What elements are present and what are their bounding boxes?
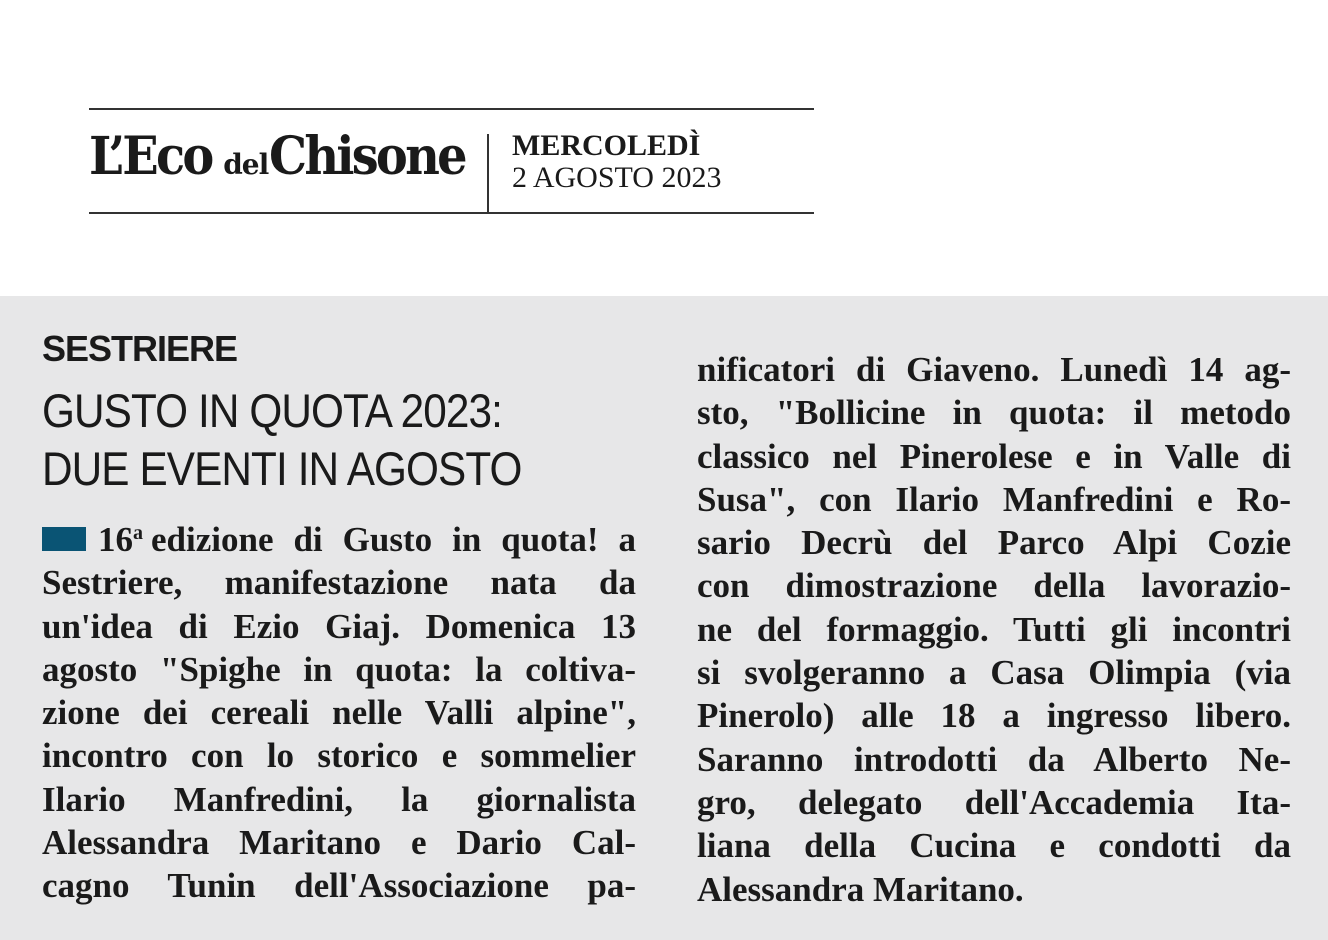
- article-text-line: nificatori di Giaveno. Lunedì 14 ag-: [697, 350, 1291, 389]
- article-text-line: Sestriere, manifestazione nata da: [42, 563, 636, 603]
- article-text-line: Susa", con Ilario Manfredini e Ro-: [697, 479, 1291, 519]
- article-text-line: Alessandra Maritano.: [697, 869, 1024, 909]
- publication-weekday: MERCOLEDÌ: [512, 129, 701, 162]
- article-text-line: liana della Cucina e condotti da: [697, 826, 1291, 866]
- headline-line-2: DUE EVENTI IN AGOSTO: [42, 442, 522, 495]
- left-column-lines: [42, 561, 636, 907]
- article-text-line: un'idea di Ezio Giaj. Domenica 13: [42, 606, 636, 646]
- article-text-line: Pinerolo) alle 18 a ingresso libero.: [697, 696, 1291, 736]
- article-text-line: cagno Tunin dell'Associazione pa-: [42, 866, 636, 906]
- logo-chisone: Chisone: [269, 126, 465, 187]
- article-text-line: incontro con lo storico e sommelier: [42, 736, 636, 776]
- headline-line-1: GUSTO IN QUOTA 2023:: [42, 384, 502, 437]
- first-line-text: [98, 518, 636, 561]
- article-text-line: gro, delegato dell'Accademia Ita-: [697, 782, 1291, 822]
- article-text-line: classico nel Pinerolese e in Valle di: [697, 436, 1291, 476]
- article-text-line: zione dei cereali nelle Valli alpine",: [42, 693, 636, 733]
- logo-eco: L’Eco: [89, 126, 212, 187]
- article-column-left: [42, 518, 636, 908]
- article-panel: [0, 296, 1328, 940]
- accent-square: [42, 527, 86, 551]
- article-headline: [42, 382, 642, 498]
- article-text-line: ne del formaggio. Tutti gli incontri: [697, 609, 1291, 649]
- edition-number: 16$^a$: [98, 520, 143, 559]
- masthead-bottom-rule: [89, 212, 814, 214]
- article-text-line: agosto "Spighe in quota: la coltiva-: [42, 649, 636, 689]
- article-text-line: sto, "Bollicine in quota: il metodo: [697, 393, 1291, 433]
- right-column-lines: [697, 348, 1291, 911]
- edition-ordinal: a: [133, 522, 143, 544]
- masthead-divider: [487, 134, 489, 212]
- article-first-line: [42, 518, 636, 561]
- article-column-right: [697, 348, 1291, 911]
- first-line-rest: edizione di Gusto in quota! a: [151, 520, 636, 559]
- article-kicker: SESTRIERE: [42, 328, 238, 369]
- publication-date-text: 2 AGOSTO 2023: [512, 161, 722, 194]
- article-text-line: sario Decrù del Parco Alpi Cozie: [697, 523, 1291, 563]
- article-text-line: Alessandra Maritano e Dario Cal-: [42, 823, 636, 863]
- article-text-line: con dimostrazione della lavorazio-: [697, 566, 1291, 606]
- masthead-top-rule: [89, 108, 814, 110]
- publication-date: [512, 130, 721, 194]
- article-text-line: Ilario Manfredini, la giornalista: [42, 779, 636, 819]
- newspaper-logo: [89, 126, 482, 192]
- article-text-line: si svolgeranno a Casa Olimpia (via: [697, 653, 1291, 693]
- article-text-line: Saranno introdotti da Alberto Ne-: [697, 739, 1291, 779]
- logo-del: del: [223, 148, 269, 181]
